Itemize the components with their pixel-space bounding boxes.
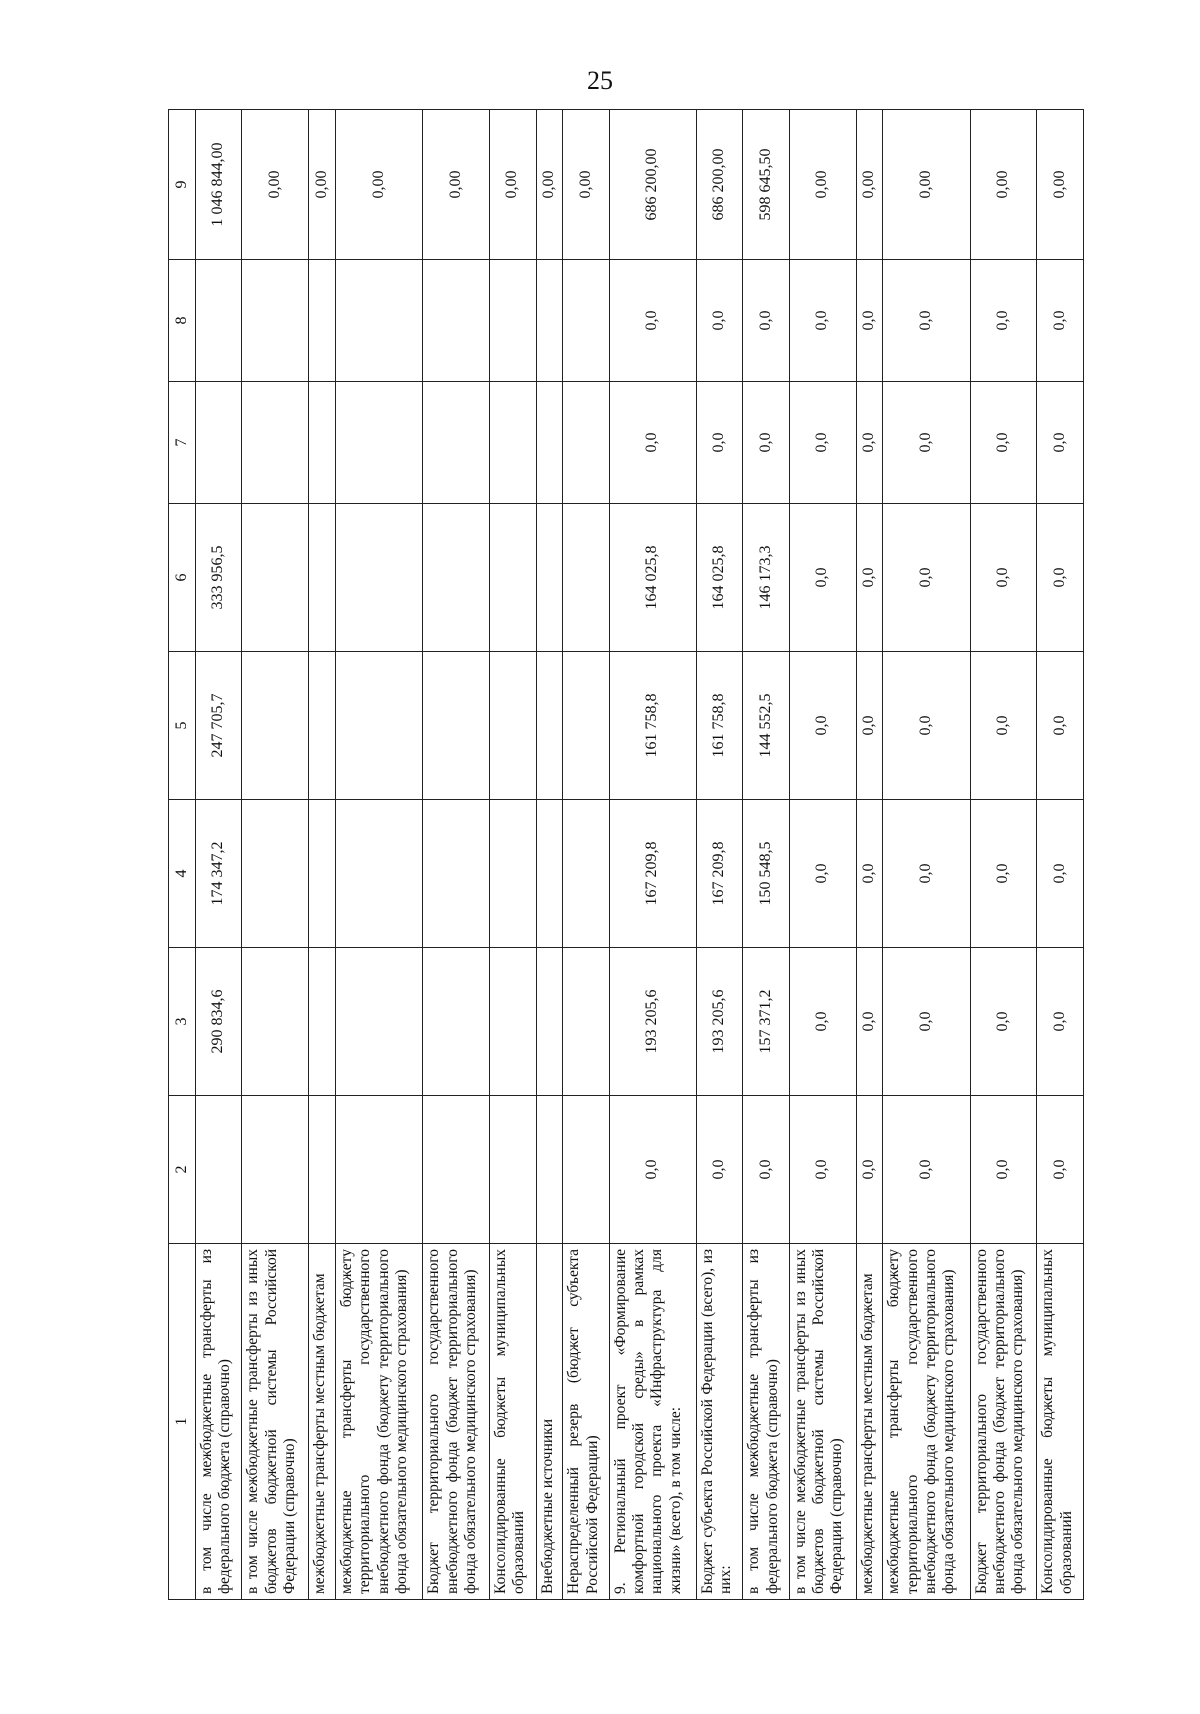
column-header-2: 2 [169, 1096, 196, 1244]
row-label: межбюджетные трансферты бюджету территориального государственного внебюджетного фонда (бюджету территориального фонда обязательного медицинского страхования) [883, 1244, 970, 1600]
table-row [309, 110, 336, 1600]
table-row [1037, 110, 1084, 1600]
column-header-4: 4 [169, 800, 196, 948]
table-cell-col-2: 0,0 [1037, 1096, 1084, 1244]
row-label: Внебюджетные источники [536, 1244, 563, 1600]
table-cell-col-7: 0,0 [883, 382, 970, 504]
table-cell-col-5: 0,0 [856, 652, 883, 800]
table-cell-col-3 [490, 948, 536, 1096]
table-cell-col-9: 598 645,50 [743, 110, 789, 260]
table-cell-col-4: 0,0 [1037, 800, 1084, 948]
table-cell-col-4 [536, 800, 563, 948]
table-cell-col-9: 0,00 [490, 110, 536, 260]
table-cell-col-2 [242, 1096, 309, 1244]
table-row [490, 110, 536, 1600]
table-cell-col-3: 193 205,6 [609, 948, 696, 1096]
row-label: Нераспределенный резерв (бюджет субъекта Российской Федерации) [563, 1244, 609, 1600]
column-header-8: 8 [169, 260, 196, 382]
table-row [242, 110, 309, 1600]
table-cell-col-4 [563, 800, 609, 948]
table-cell-col-5: 144 552,5 [743, 652, 789, 800]
table-cell-col-2: 0,0 [856, 1096, 883, 1244]
table-cell-col-4: 0,0 [970, 800, 1037, 948]
table-row [743, 110, 789, 1600]
table-cell-col-5: 161 758,8 [696, 652, 742, 800]
table-cell-col-7 [335, 382, 422, 504]
page-number: 25 [587, 66, 613, 95]
table-cell-col-2: 0,0 [609, 1096, 696, 1244]
table-cell-col-2 [490, 1096, 536, 1244]
table-cell-col-2 [423, 1096, 490, 1244]
table-cell-col-7 [309, 382, 336, 504]
table-cell-col-9: 686 200,00 [696, 110, 742, 260]
table-cell-col-2 [335, 1096, 422, 1244]
table-cell-col-8 [423, 260, 490, 382]
row-label: межбюджетные трансферты местным бюджетам [309, 1244, 336, 1600]
table-cell-col-4 [242, 800, 309, 948]
column-header-7: 7 [169, 382, 196, 504]
table-cell-col-3 [242, 948, 309, 1096]
table-cell-col-2: 0,0 [970, 1096, 1037, 1244]
table-cell-col-3 [423, 948, 490, 1096]
table-cell-col-9: 0,00 [423, 110, 490, 260]
column-header-6: 6 [169, 504, 196, 652]
row-label: в том числе межбюджетные трансферты из иных бюджетов бюджетной системы Российской Федерации (справочно) [242, 1244, 309, 1600]
row-label: в том числе межбюджетные трансферты из иных бюджетов бюджетной системы Российской Федерации (справочно) [789, 1244, 856, 1600]
table-cell-col-3 [536, 948, 563, 1096]
table-row [609, 110, 696, 1600]
table-cell-col-6 [335, 504, 422, 652]
table-cell-col-4: 167 209,8 [609, 800, 696, 948]
table-cell-col-4 [335, 800, 422, 948]
table-cell-col-6 [536, 504, 563, 652]
row-label: в том числе межбюджетные трансферты из федерального бюджета (справочно) [196, 1244, 242, 1600]
table-cell-col-6 [309, 504, 336, 652]
table-cell-col-2: 0,0 [696, 1096, 742, 1244]
table-cell-col-3: 0,0 [970, 948, 1037, 1096]
table-body [196, 110, 1084, 1600]
table-cell-col-3: 0,0 [856, 948, 883, 1096]
table-row [536, 110, 563, 1600]
table-cell-col-8: 0,0 [789, 260, 856, 382]
table-row [335, 110, 422, 1600]
table-cell-col-4: 150 548,5 [743, 800, 789, 948]
table-cell-col-6 [242, 504, 309, 652]
table-cell-col-7: 0,0 [1037, 382, 1084, 504]
row-label: в том числе межбюджетные трансферты из федерального бюджета (справочно) [743, 1244, 789, 1600]
row-label: Бюджет территориального государственного внебюджетного фонда (бюджет территориального фонда обязательного медицинского страхования) [423, 1244, 490, 1600]
column-header-5: 5 [169, 652, 196, 800]
table-cell-col-2: 0,0 [789, 1096, 856, 1244]
table-cell-col-9: 0,00 [883, 110, 970, 260]
table-header-row [169, 110, 196, 1600]
table-cell-col-5 [490, 652, 536, 800]
table-cell-col-9: 1 046 844,00 [196, 110, 242, 260]
table-cell-col-2 [563, 1096, 609, 1244]
table-cell-col-9: 0,00 [335, 110, 422, 260]
table-cell-col-8: 0,0 [743, 260, 789, 382]
row-label: 9. Региональный проект «Формирование комфортной городской среды» в рамках национального проекта «Инфраструктура для жизни» (всего), в том числе: [609, 1244, 696, 1600]
table-row [696, 110, 742, 1600]
table-cell-col-8 [563, 260, 609, 382]
row-label: Консолидированные бюджеты муниципальных образований [1037, 1244, 1084, 1600]
table-cell-col-7 [536, 382, 563, 504]
table-cell-col-3: 290 834,6 [196, 948, 242, 1096]
table-cell-col-7: 0,0 [789, 382, 856, 504]
table-cell-col-7 [423, 382, 490, 504]
table-cell-col-8 [335, 260, 422, 382]
table-cell-col-8: 0,0 [1037, 260, 1084, 382]
table-cell-col-9: 0,00 [242, 110, 309, 260]
table-cell-col-3: 0,0 [883, 948, 970, 1096]
table-cell-col-8 [490, 260, 536, 382]
table-cell-col-5: 161 758,8 [609, 652, 696, 800]
table-cell-col-6: 0,0 [1037, 504, 1084, 652]
rotated-table-container [168, 110, 1084, 1600]
table-cell-col-4: 0,0 [883, 800, 970, 948]
table-cell-col-5 [335, 652, 422, 800]
table-row [196, 110, 242, 1600]
table-cell-col-2 [536, 1096, 563, 1244]
table-cell-col-6: 0,0 [883, 504, 970, 652]
table-cell-col-6: 164 025,8 [696, 504, 742, 652]
table-cell-col-7: 0,0 [743, 382, 789, 504]
table-cell-col-6 [490, 504, 536, 652]
table-cell-col-2 [196, 1096, 242, 1244]
table-cell-col-3 [335, 948, 422, 1096]
table-cell-col-7 [490, 382, 536, 504]
table-cell-col-9: 686 200,00 [609, 110, 696, 260]
table-cell-col-7: 0,0 [696, 382, 742, 504]
table-cell-col-8 [242, 260, 309, 382]
table-cell-col-6 [563, 504, 609, 652]
table-cell-col-8: 0,0 [856, 260, 883, 382]
table-cell-col-6 [423, 504, 490, 652]
table-cell-col-8 [196, 260, 242, 382]
table-cell-col-2: 0,0 [743, 1096, 789, 1244]
row-label: межбюджетные трансферты местным бюджетам [856, 1244, 883, 1600]
table-cell-col-5: 0,0 [1037, 652, 1084, 800]
table-cell-col-9: 0,00 [856, 110, 883, 260]
table-cell-col-3 [563, 948, 609, 1096]
table-row [423, 110, 490, 1600]
table-cell-col-5 [563, 652, 609, 800]
table-cell-col-4 [309, 800, 336, 948]
table-cell-col-4 [423, 800, 490, 948]
table-cell-col-8: 0,0 [609, 260, 696, 382]
table-cell-col-7 [563, 382, 609, 504]
table-cell-col-3: 0,0 [789, 948, 856, 1096]
table-cell-col-7: 0,0 [856, 382, 883, 504]
table-cell-col-5 [309, 652, 336, 800]
table-cell-col-3: 157 371,2 [743, 948, 789, 1096]
table-cell-col-6: 164 025,8 [609, 504, 696, 652]
table-cell-col-2: 0,0 [883, 1096, 970, 1244]
budget-table [168, 109, 1084, 1600]
table-cell-col-4 [490, 800, 536, 948]
table-cell-col-9: 0,00 [970, 110, 1037, 260]
table-cell-col-4: 0,0 [789, 800, 856, 948]
table-cell-col-5 [242, 652, 309, 800]
row-label: Бюджет субъекта Российской Федерации (всего), из них: [696, 1244, 742, 1600]
table-cell-col-4: 167 209,8 [696, 800, 742, 948]
table-cell-col-8: 0,0 [883, 260, 970, 382]
table-cell-col-6: 146 173,3 [743, 504, 789, 652]
row-label: межбюджетные трансферты бюджету территориального государственного внебюджетного фонда (бюджету территориального фонда обязательного медицинского страхования) [335, 1244, 422, 1600]
table-cell-col-6: 0,0 [856, 504, 883, 652]
table-cell-col-5: 0,0 [789, 652, 856, 800]
table-cell-col-5: 0,0 [970, 652, 1037, 800]
table-cell-col-4: 174 347,2 [196, 800, 242, 948]
table-cell-col-4: 0,0 [856, 800, 883, 948]
table-row [789, 110, 856, 1600]
column-header-3: 3 [169, 948, 196, 1096]
table-cell-col-5: 0,0 [883, 652, 970, 800]
column-header-9: 9 [169, 110, 196, 260]
table-cell-col-6: 0,0 [789, 504, 856, 652]
table-cell-col-3: 0,0 [1037, 948, 1084, 1096]
table-row [856, 110, 883, 1600]
table-cell-col-7: 0,0 [609, 382, 696, 504]
table-row [883, 110, 970, 1600]
table-cell-col-8: 0,0 [696, 260, 742, 382]
table-cell-col-6: 333 956,5 [196, 504, 242, 652]
table-cell-col-7 [196, 382, 242, 504]
table-cell-col-2 [309, 1096, 336, 1244]
table-cell-col-5: 247 705,7 [196, 652, 242, 800]
table-cell-col-3 [309, 948, 336, 1096]
table-cell-col-9: 0,00 [563, 110, 609, 260]
table-cell-col-5 [423, 652, 490, 800]
table-cell-col-8 [536, 260, 563, 382]
table-cell-col-8: 0,0 [970, 260, 1037, 382]
column-header-1: 1 [169, 1244, 196, 1600]
table-row [970, 110, 1037, 1600]
row-label: Бюджет территориального государственного внебюджетного фонда (бюджет территориального фонда обязательного медицинского страхования) [970, 1244, 1037, 1600]
table-cell-col-7 [242, 382, 309, 504]
table-cell-col-9: 0,00 [789, 110, 856, 260]
table-cell-col-9: 0,00 [1037, 110, 1084, 260]
row-label: Консолидированные бюджеты муниципальных образований [490, 1244, 536, 1600]
table-cell-col-9: 0,00 [536, 110, 563, 260]
table-cell-col-3: 193 205,6 [696, 948, 742, 1096]
table-cell-col-9: 0,00 [309, 110, 336, 260]
table-cell-col-7: 0,0 [970, 382, 1037, 504]
table-cell-col-5 [536, 652, 563, 800]
table-row [563, 110, 609, 1600]
table-cell-col-8 [309, 260, 336, 382]
table-cell-col-6: 0,0 [970, 504, 1037, 652]
